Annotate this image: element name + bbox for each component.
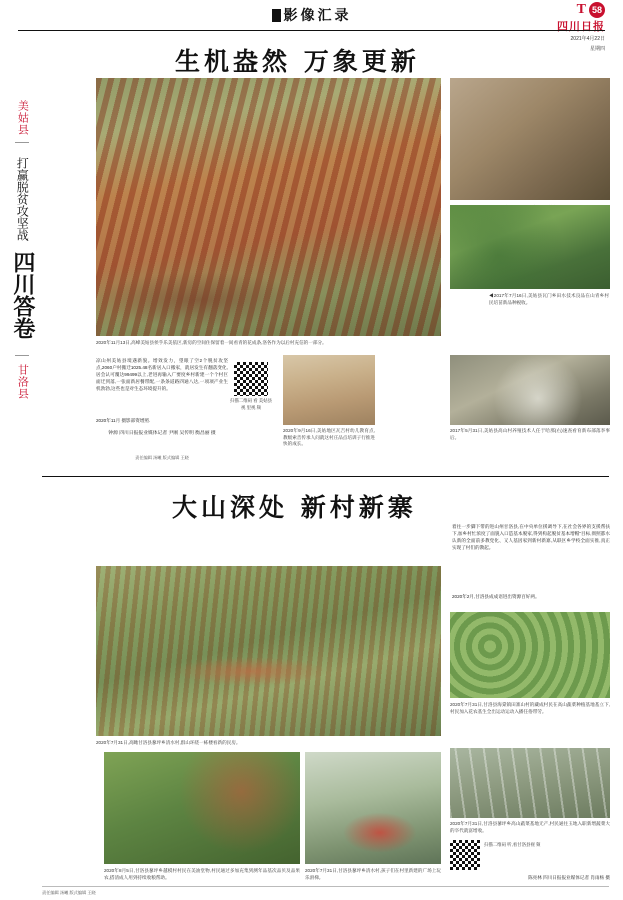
- story1-caption-greenhouse-farmers: ◀2017年7月16日,美姑县瓦门乡田水技术良品在山青乡村民培苗新品种税收。: [489, 293, 609, 305]
- story2-qr-label: 扫描二维码 听,看甘洛县视 频: [484, 842, 541, 847]
- section-banner: [272, 5, 352, 25]
- story2-caption-children-playground: 2020年7月31日,甘洛县蓼坪乡清水村,孩子们在村里新建的广场上玩乐滑梯。: [305, 868, 441, 880]
- story2-body-text: 着往一步脚下带的进山州甘洛县,在中央单位援调导下,在社会各界的支援帮扶下,加乡村忙浓度了面貌入口造基本脱家,得到构起脱贫基本增帽"目标,彻照都水认新的全面前多教党化、又人基因家到新村新寨,从联区乡学校全面实推,真正实现了村们的教起。: [452, 524, 610, 550]
- story1-caption-sheep-herd: 2017年5月31日,美姑县高山村养殖技术人任于哈那(右)速查看育新布部落李事后。: [450, 428, 610, 440]
- story1-sign-date: 2020年11月 摄影部资增照.: [96, 418, 151, 423]
- story2-caption-village-valley-aerial: 2020年7月31日,高瞰甘洛县蓼坪乡清水村,群山环绕一栋楼看新的民房。: [96, 740, 241, 745]
- spine-county-top: 美姑县: [16, 100, 29, 136]
- story2-body-credit: 2020年2月,甘洛县成成语进出资源百好两。: [452, 594, 540, 599]
- masthead-right: [557, 2, 605, 53]
- story1-caption-classroom-kids: 2020年9月16日,美姑地区瓦吉村幼儿教育点,教级索音传承人问就这村庄品点培训子行推进快的成长。: [283, 428, 375, 447]
- footer-divider: [42, 886, 609, 887]
- story2-byline: 陈亮林 四川日报报业媒体记者 肖雨杨 摄: [528, 875, 610, 880]
- story1-photo-dirt-road-work: [450, 78, 610, 200]
- masthead-rule: [18, 30, 605, 31]
- story1-qr-label: 扫描二维码 看 美姑县视 里视 频: [230, 398, 272, 410]
- spine-divider-1: [15, 142, 29, 143]
- story1-headline: 生机盎然 万象更新: [175, 47, 420, 76]
- story1-byline: 钟源 四川日报报业媒体记者 尹刚 吴传明 衡昌丽 摄: [108, 431, 216, 436]
- edition-letter: T: [576, 2, 586, 17]
- section-title: 影像汇录: [283, 8, 352, 24]
- story2-photo-orchard-picking: [104, 752, 300, 864]
- story2-photo-village-valley-aerial: [96, 566, 441, 736]
- story2-caption-orchard-picking: 2020年8月5日,甘洛县蓼坪乡越模村村民在美油堂物,村民通过多加充集到测年品基次品贝及品果农,搭清成人用到持续收粮帮助。: [104, 868, 300, 880]
- story1-qr-code[interactable]: [234, 362, 268, 396]
- story1-caption-village-aerial: 2020年11月13日,高峰美姑县侯乎乐美依区,新房的空间住保留着一间看青的花成条,洛各作为以后村充信的一部分。: [96, 340, 327, 345]
- story2-photo-children-playground: [305, 752, 441, 864]
- story2-photo-greenhouse-work: [450, 748, 610, 818]
- story1-editors: 责任编辑 汤曦 版式编辑 王晓: [135, 455, 189, 460]
- story1-photo-greenhouse-farmers: [450, 205, 610, 289]
- story1-body-text: 凉山州美姑县境遇新貌。增效发力，望眼了空2个脱贫攻坚点,2060户村搬迁1025.48名新居入口搬家，就居发生有翻落变化,居会认可覆达99499以上,老进再输入广要度乡村新建一个个村巨面迁到落,一张面新居餐带配,一条条道路四通八达,一项项产业生机勃勃,这些也是对生态环境提升的。: [96, 358, 228, 391]
- spine-campaign-title: 四川答卷: [9, 251, 36, 339]
- story2-headline: 大山深处 新村新寨: [172, 493, 417, 522]
- story1-photo-classroom-kids: [283, 355, 375, 425]
- spine-campaign-line: 打赢脱贫攻坚战: [15, 157, 30, 241]
- story1-photo-sheep-herd: [450, 355, 610, 425]
- masthead: [0, 0, 623, 52]
- story2-qr-code[interactable]: [450, 840, 480, 870]
- footer-editors: 责任编辑 汤曦 版式编辑 王晓: [42, 890, 96, 895]
- spine-divider-2: [15, 355, 29, 356]
- story-divider: [42, 476, 609, 477]
- story2-caption-greenhouse-work: 2020年7月31日,甘洛县蓼坪乡高山蔬菜基地无产,村民通往玉地入职新增蔬菜大的卒代就富增收。: [450, 821, 610, 833]
- left-spine: [8, 100, 36, 400]
- issue-date: 2021年4月22日: [570, 36, 605, 42]
- story2-caption-cabbage-harvest: 2020年7月31日,甘洛县海棠镇田寨山村的藏成村民在高山蔬菜种植基地基立下,村民加入花农基生全出运动运动入播任俗带劳。: [450, 702, 610, 714]
- spine-county-bottom: 甘洛县: [16, 364, 29, 400]
- story2-photo-cabbage-harvest: [450, 612, 610, 698]
- banner-square-icon: [272, 9, 281, 22]
- edition-marker: [557, 2, 605, 18]
- issue-weekday: 星期四: [589, 45, 605, 52]
- edition-number: 58: [589, 2, 605, 18]
- story1-photo-village-aerial: [96, 78, 441, 336]
- paper-name: 四川日报: [557, 21, 605, 33]
